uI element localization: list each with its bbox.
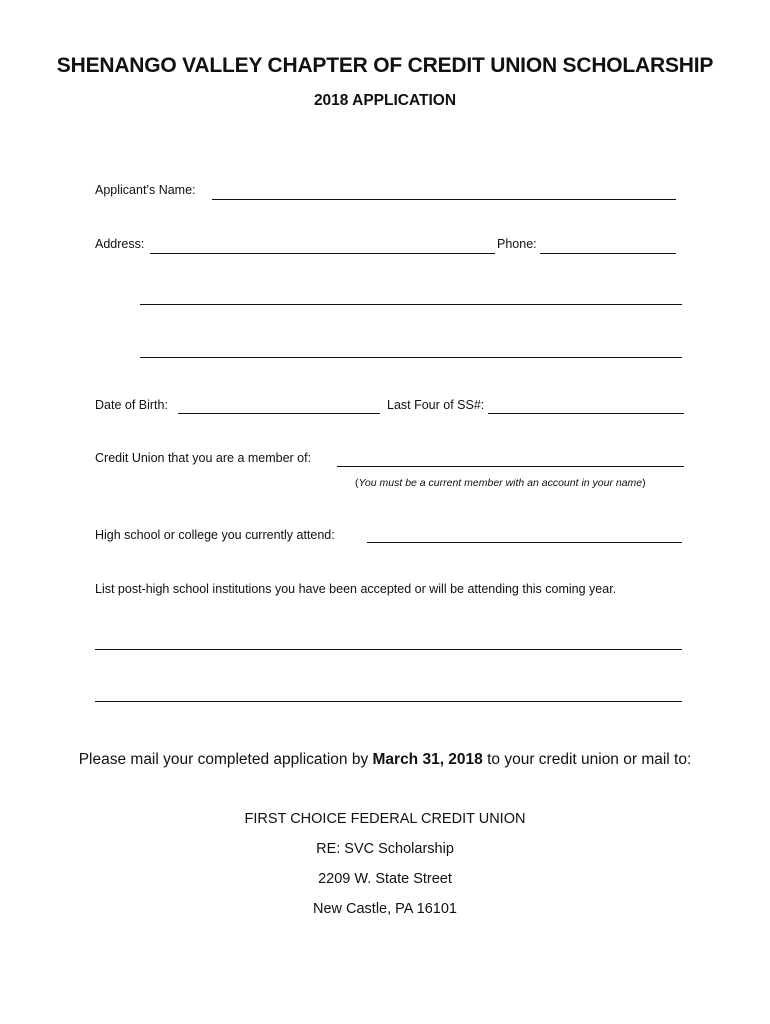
deadline: March 31, 2018 (372, 751, 483, 768)
page-subtitle: 2018 APPLICATION (313, 92, 457, 109)
mailing-instructions (0, 751, 770, 769)
phone-field[interactable] (540, 253, 676, 254)
mailing-address-line-3: 2209 W. State Street (318, 871, 452, 887)
post-high-school-field-2[interactable] (95, 701, 682, 702)
page-title: SHENANGO VALLEY CHAPTER OF CREDIT UNION SCHOLARSHIP (56, 54, 714, 77)
date-of-birth-label: Date of Birth: (95, 398, 168, 412)
applicant-name-field[interactable] (212, 199, 676, 200)
ssn-label: Last Four of SS#: (387, 398, 485, 412)
school-label: High school or college you currently attend: (95, 528, 335, 542)
note-open-paren: ( (355, 477, 359, 489)
mailing-address-line-2: RE: SVC Scholarship (316, 841, 454, 857)
credit-union-label: Credit Union that you are a member of: (95, 451, 312, 465)
address-label: Address: (95, 237, 145, 251)
post-high-school-label: List post-high school institutions you have been accepted or will be attending this coming year. (95, 582, 617, 596)
ssn-field[interactable] (488, 413, 684, 414)
phone-label: Phone: (497, 237, 537, 251)
address-line-3-field[interactable] (140, 357, 682, 358)
mailing-intro-end: to your credit union or mail to: (482, 751, 692, 768)
date-of-birth-field[interactable] (178, 413, 380, 414)
address-line-2-field[interactable] (140, 304, 682, 305)
credit-union-field[interactable] (337, 466, 684, 467)
applicant-name-label: Applicant’s Name: (95, 183, 196, 197)
mailing-address-line-1: FIRST CHOICE FEDERAL CREDIT UNION (244, 811, 526, 827)
note-text: You must be a current member with an account in your name (358, 477, 643, 489)
post-high-school-field-1[interactable] (95, 649, 682, 650)
address-field[interactable] (150, 253, 495, 254)
mailing-intro: Please mail your completed application by (78, 751, 373, 768)
mailing-address-line-4: New Castle, PA 16101 (312, 901, 457, 917)
credit-union-note (355, 477, 646, 489)
note-close-paren: ) (642, 477, 646, 489)
school-field[interactable] (367, 542, 682, 543)
